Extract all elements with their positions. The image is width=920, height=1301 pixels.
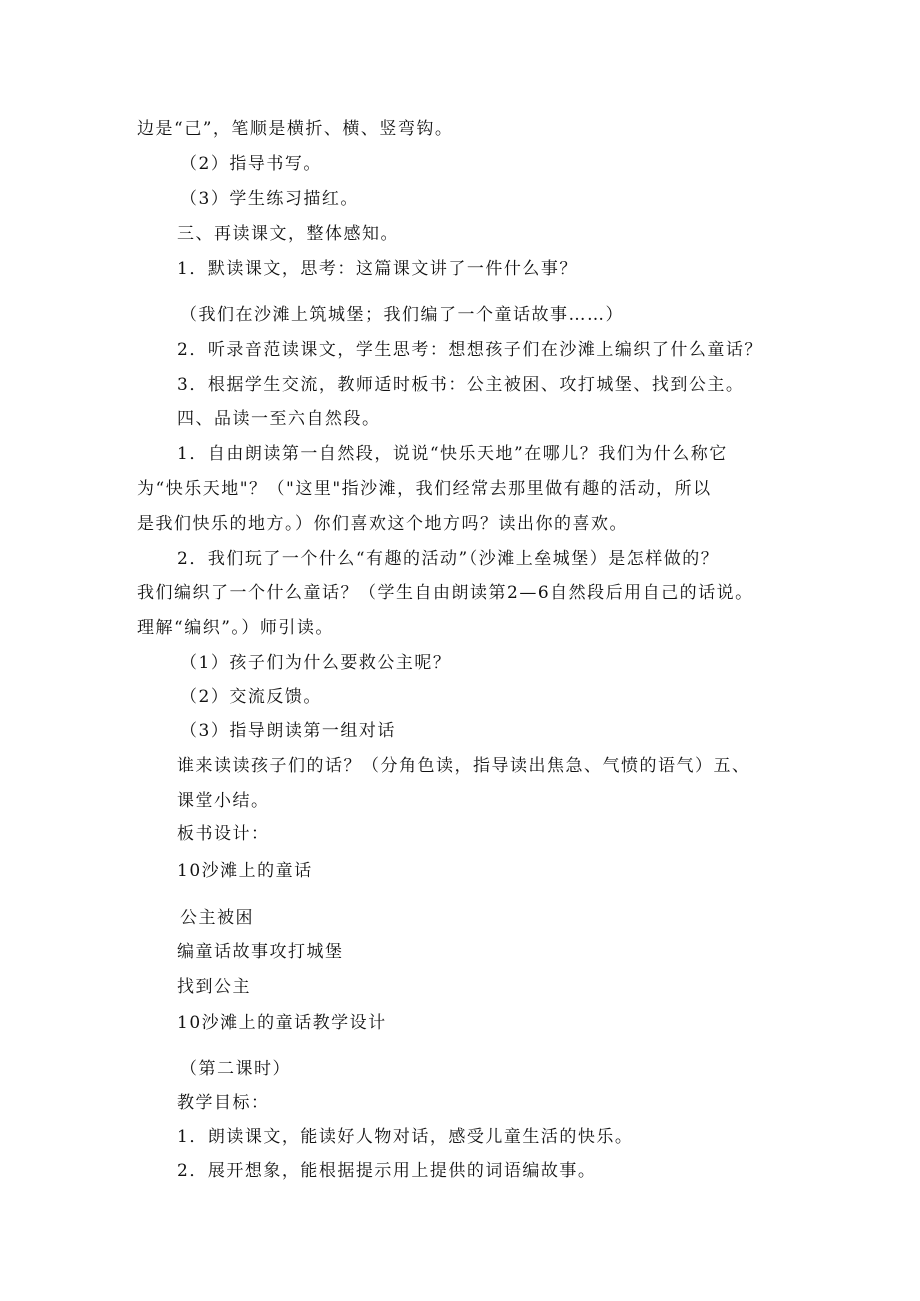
board-line: 找到公主 (177, 977, 251, 997)
section-heading: 教学目标： (177, 1093, 270, 1113)
text-line: 2．听录音范读课文，学生思考：想想孩子们在沙滩上编织了什么童话？ (177, 340, 763, 360)
text-line: 我们编织了一个什么童话？（学生自由朗读第2—6自然段后用自己的话说。 (137, 583, 754, 603)
text-line: 谁来读读孩子们的话？（分角色读，指导读出焦急、气愤的语气）五、 (177, 756, 751, 776)
section-heading: 四、品读一至六自然段。 (177, 409, 381, 429)
text-line: 1．朗读课文，能读好人物对话，感受儿童生活的快乐。 (177, 1127, 634, 1147)
text-line: 1．默读课文，思考：这篇课文讲了一件什么事？ (177, 259, 578, 279)
text-line: （3）指导朗读第一组对话 (180, 721, 396, 741)
text-line: 1．自由朗读第一自然段，说说“快乐天地”在哪儿？我们为什么称它 (177, 444, 728, 464)
text-line: （我们在沙滩上筑城堡；我们编了一个童话故事……） (180, 305, 624, 325)
text-line: （2）指导书写。 (180, 154, 322, 174)
board-line: 编童话故事攻打城堡 (177, 942, 344, 962)
text-line: （1）孩子们为什么要救公主呢？ (180, 653, 452, 673)
text-line: 理解“编织”。）师引读。 (137, 618, 334, 638)
text-line: 边是“己”，笔顺是横折、横、竖弯钩。 (137, 119, 454, 139)
board-line: 公主被困 (180, 908, 254, 928)
section-heading: 三、再读课文，整体感知。 (177, 224, 399, 244)
text-line: 2．展开想象，能根据提示用上提供的词语编故事。 (177, 1161, 597, 1181)
section-heading: 课堂小结。 (177, 791, 270, 811)
text-line: 是我们快乐的地方。）你们喜欢这个地方吗？读出你的喜欢。 (137, 514, 628, 534)
document-title: 10沙滩上的童话教学设计 (177, 1013, 387, 1033)
text-line: 板书设计： (177, 824, 270, 844)
text-line: 为“快乐天地"？（"这里"指沙滩，我们经常去那里做有趣的活动，所以 (137, 479, 712, 499)
text-line: 3．根据学生交流，教师适时板书：公主被困、攻打城堡、找到公主。 (177, 375, 745, 395)
lesson-period: （第二课时） (180, 1059, 291, 1079)
text-line: （2）交流反馈。 (180, 687, 322, 707)
text-line: （3）学生练习描红。 (180, 189, 359, 209)
text-line: 2．我们玩了一个什么“有趣的活动”（沙滩上垒城堡）是怎样做的？ (177, 549, 720, 569)
board-title: 10沙滩上的童话 (177, 861, 313, 881)
